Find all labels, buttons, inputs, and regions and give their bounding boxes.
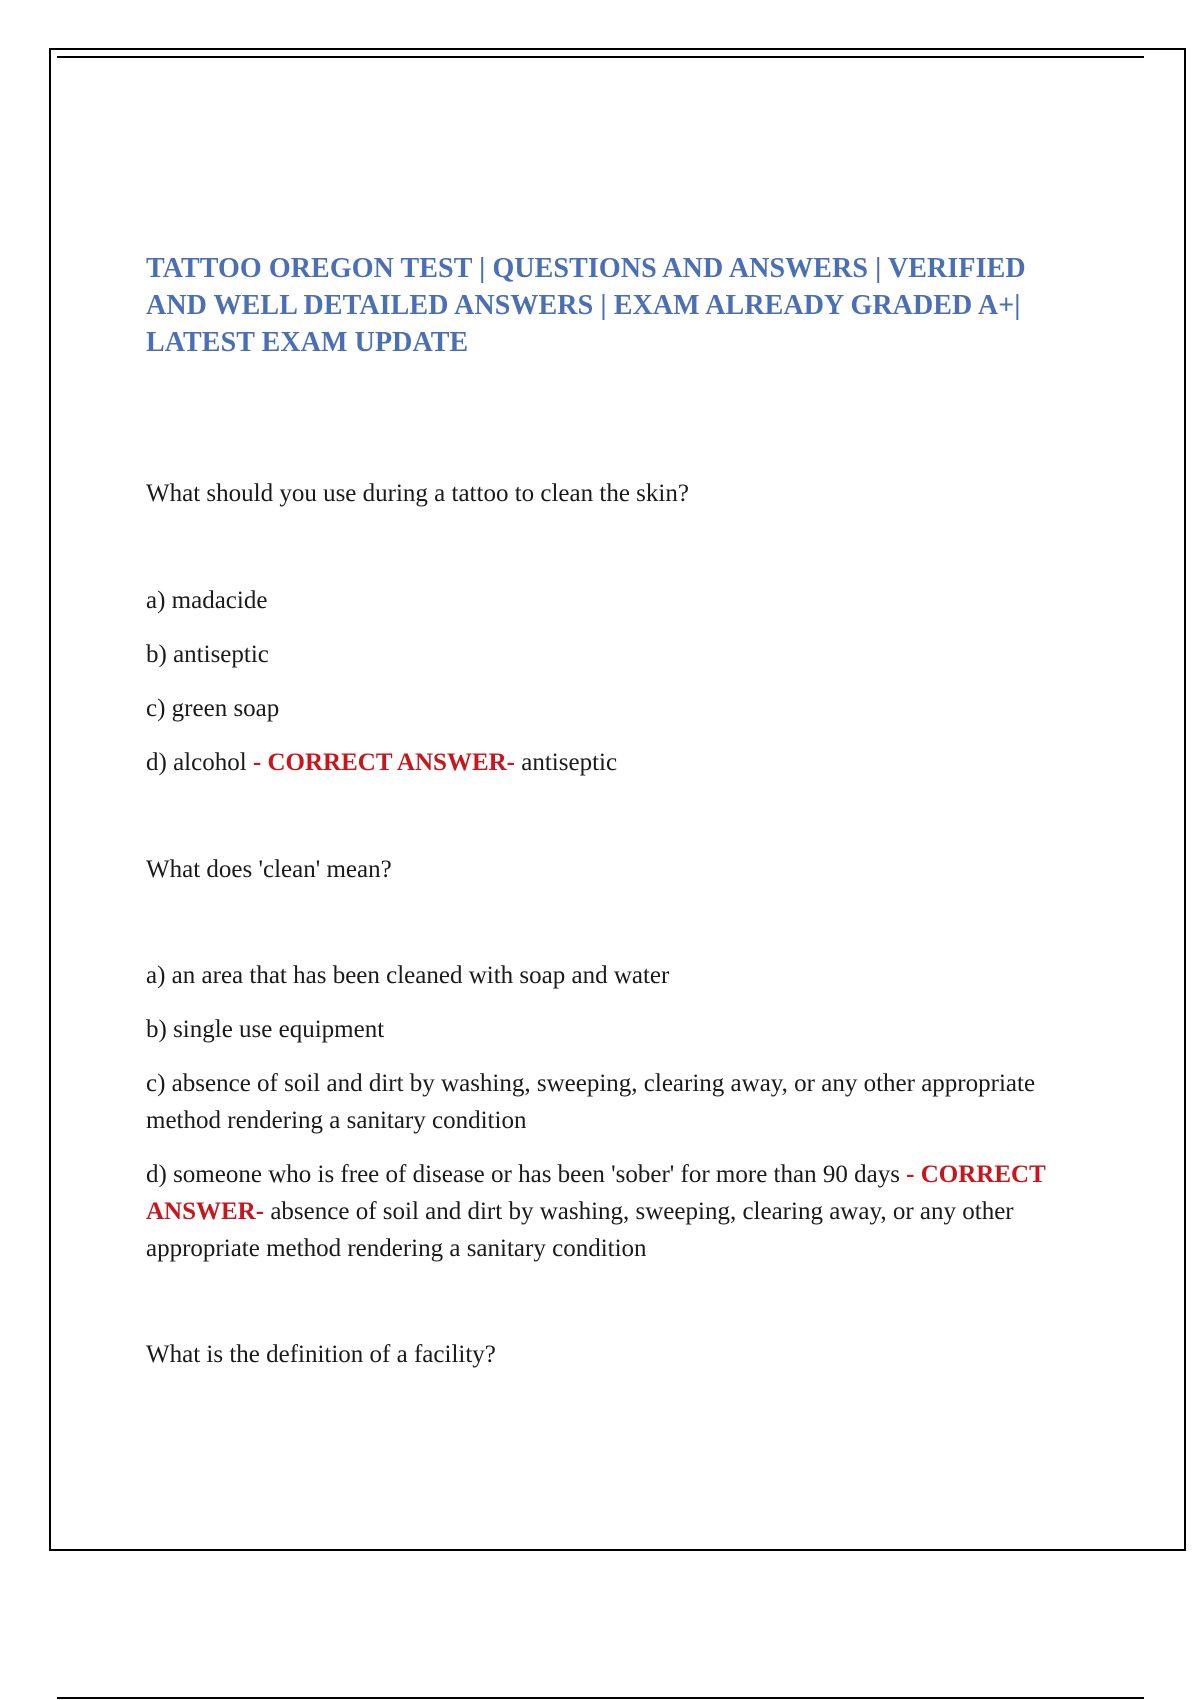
question-2-options xyxy=(146,957,1076,1267)
q2-option-d-text: d) someone who is free of disease or has been 'sober' for more than 90 days xyxy=(146,1161,900,1188)
q1-correct-answer: antiseptic xyxy=(521,749,618,776)
q1-option-d xyxy=(146,744,1076,781)
q2-option-d xyxy=(146,1156,1076,1267)
question-1-text: What should you use during a tattoo to clean the skin? xyxy=(146,480,689,507)
q1-option-b: b) antiseptic xyxy=(146,641,269,668)
q1-option-c: c) green soap xyxy=(146,695,280,722)
document-title: TATTOO OREGON TEST | QUESTIONS AND ANSWERS | VERIFIED AND WELL DETAILED ANSWERS | EXAM ALREADY GRADED A+| LATEST EXAM UPDATE xyxy=(146,253,1026,358)
question-2-text: What does 'clean' mean? xyxy=(146,856,392,883)
q2-option-c: c) absence of soil and dirt by washing, sweeping, clearing away, or any other appropriate method rendering a sanitary condition xyxy=(146,1070,1036,1134)
q1-correct-answer-label: - CORRECT ANSWER- xyxy=(252,749,515,776)
question-3-text: What is the definition of a facility? xyxy=(146,1341,496,1368)
top-rule xyxy=(57,56,1144,58)
bottom-rule xyxy=(57,1697,1144,1699)
q1-option-d-text: d) alcohol xyxy=(146,749,247,776)
document-body xyxy=(146,250,1076,1373)
question-1-options xyxy=(146,582,1076,781)
q2-correct-answer-label: - CORRECT ANSWER- xyxy=(146,1161,1046,1225)
q2-correct-answer: absence of soil and dirt by washing, sweeping, clearing away, or any other appropriate method rendering a sanitary condition xyxy=(146,1198,1014,1262)
q2-option-b: b) single use equipment xyxy=(146,1016,385,1043)
q1-option-a: a) madacide xyxy=(146,587,268,614)
q2-option-a: a) an area that has been cleaned with soap and water xyxy=(146,962,670,989)
